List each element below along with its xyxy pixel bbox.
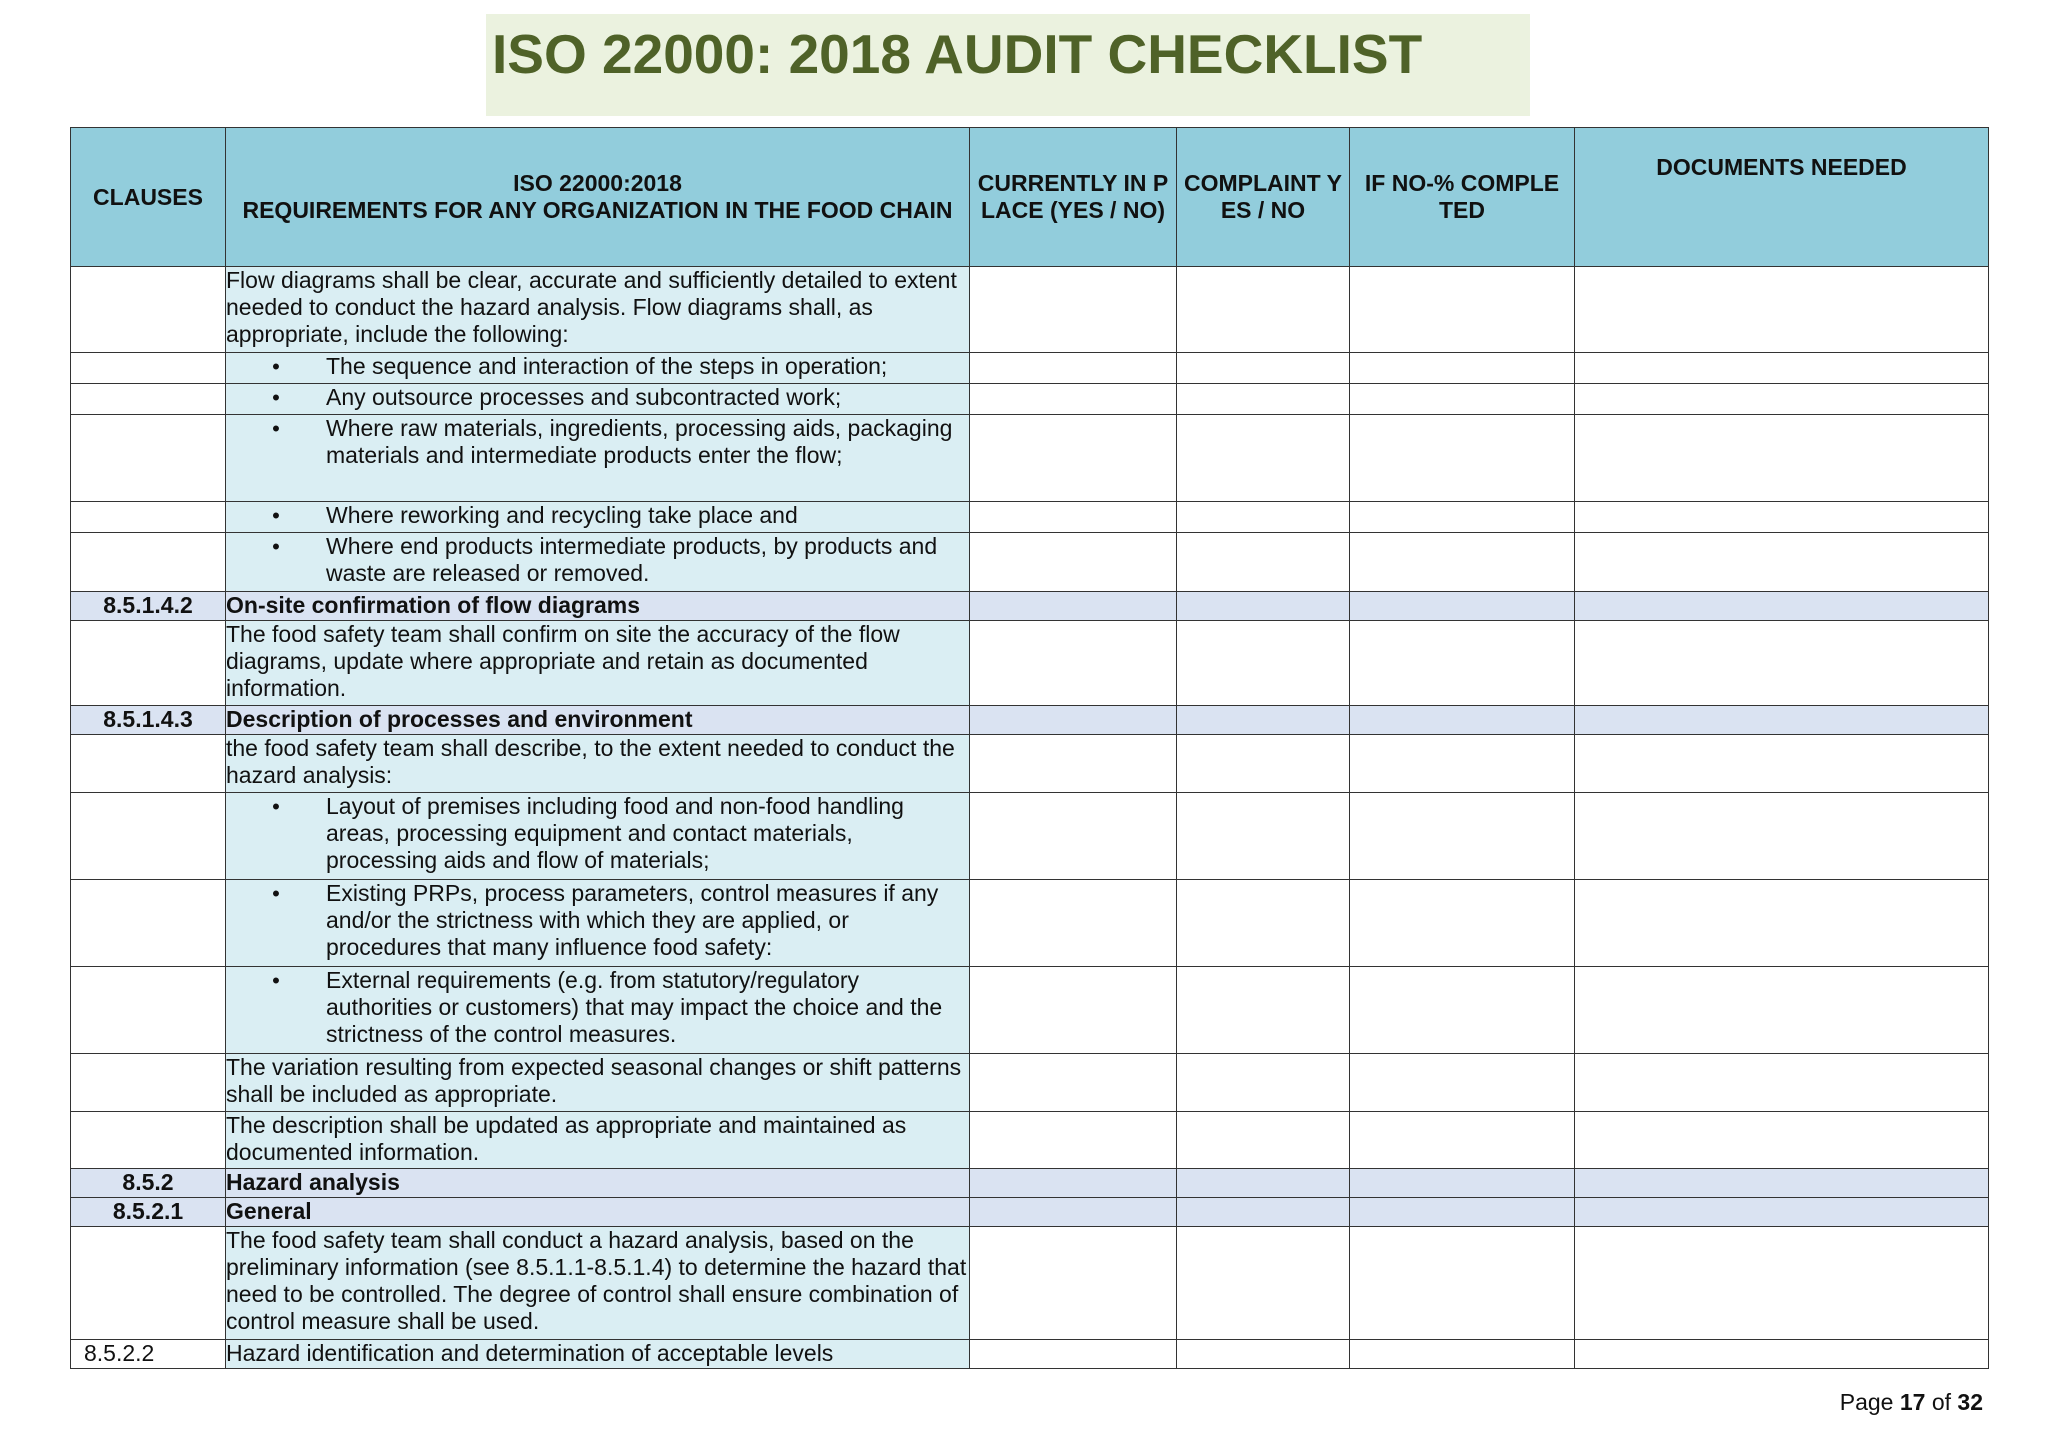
table-header-row [71,128,1989,267]
header-requirements [226,128,970,267]
percent-completed-cell[interactable] [1350,1227,1575,1340]
percent-completed-cell[interactable] [1350,793,1575,880]
currently-in-place-cell[interactable] [970,1340,1177,1369]
clause-cell: 8.5.1.4.2 [71,592,226,621]
clause-cell [71,415,226,502]
currently-in-place-cell[interactable] [970,502,1177,533]
compliant-cell[interactable] [1177,706,1350,735]
compliant-cell[interactable] [1177,502,1350,533]
percent-completed-cell[interactable] [1350,267,1575,353]
section-title-cell: Description of processes and environment [226,706,970,735]
compliant-cell[interactable] [1177,415,1350,502]
clause-cell: 8.5.2.2 [71,1340,226,1369]
page-number-total: 32 [1957,1389,1983,1415]
table-row [71,415,1989,502]
clause-cell [71,967,226,1054]
section-title-cell: On-site confirmation of flow diagrams [226,592,970,621]
table-row [71,1227,1989,1340]
compliant-cell[interactable] [1177,384,1350,415]
section-row [71,1198,1989,1227]
percent-completed-cell[interactable] [1350,880,1575,967]
documents-needed-cell[interactable] [1575,267,1989,353]
requirement-cell [226,415,970,502]
percent-completed-cell[interactable] [1350,735,1575,793]
compliant-cell[interactable] [1177,1169,1350,1198]
header-currently-in-place: CURRENTLY IN PLACE (YES / NO) [970,128,1177,267]
currently-in-place-cell[interactable] [970,1227,1177,1340]
currently-in-place-cell[interactable] [970,415,1177,502]
section-row [71,1169,1989,1198]
currently-in-place-cell[interactable] [970,533,1177,592]
documents-needed-cell[interactable] [1575,1169,1989,1198]
requirement-cell: The food safety team shall confirm on site the accuracy of the flow diagrams, update where appropriate and retain as documented information. [226,621,970,706]
bullet-icon: • [272,503,280,528]
documents-needed-cell[interactable] [1575,880,1989,967]
requirement-cell: the food safety team shall describe, to the extent needed to conduct the hazard analysis: [226,735,970,793]
requirement-cell [226,967,970,1054]
currently-in-place-cell[interactable] [970,267,1177,353]
clause-cell: 8.5.2 [71,1169,226,1198]
currently-in-place-cell[interactable] [970,706,1177,735]
documents-needed-cell[interactable] [1575,621,1989,706]
page-number [1840,1389,1983,1416]
percent-completed-cell[interactable] [1350,1340,1575,1369]
documents-needed-cell[interactable] [1575,1340,1989,1369]
documents-needed-cell[interactable] [1575,502,1989,533]
clause-cell: 8.5.2.1 [71,1198,226,1227]
currently-in-place-cell[interactable] [970,1112,1177,1169]
clause-cell [71,267,226,353]
compliant-cell[interactable] [1177,1198,1350,1227]
currently-in-place-cell[interactable] [970,384,1177,415]
page-title: ISO 22000: 2018 AUDIT CHECKLIST [492,23,1423,85]
documents-needed-cell[interactable] [1575,967,1989,1054]
compliant-cell[interactable] [1177,793,1350,880]
documents-needed-cell[interactable] [1575,793,1989,880]
table-row [71,267,1989,353]
currently-in-place-cell[interactable] [970,793,1177,880]
requirement-cell: The description shall be updated as appropriate and maintained as documented information. [226,1112,970,1169]
bullet-icon: • [272,794,280,819]
requirement-cell [226,384,970,415]
header-documents-needed: DOCUMENTS NEEDED [1575,128,1989,267]
compliant-cell[interactable] [1177,353,1350,384]
compliant-cell[interactable] [1177,1340,1350,1369]
documents-needed-cell[interactable] [1575,592,1989,621]
compliant-cell[interactable] [1177,267,1350,353]
requirement-text: Any outsource processes and subcontracted work; [326,384,842,410]
header-compliant: COMPLAINT YES / NO [1177,128,1350,267]
clause-cell [71,1227,226,1340]
documents-needed-cell[interactable] [1575,735,1989,793]
bullet-icon: • [272,416,280,441]
table-row [71,621,1989,706]
table-row [71,1340,1989,1369]
requirement-cell [226,502,970,533]
percent-completed-cell[interactable] [1350,1198,1575,1227]
requirement-cell: Flow diagrams shall be clear, accurate and sufficiently detailed to extent needed to conduct the hazard analysis. Flow diagrams shall, as appropriate, include the following: [226,267,970,353]
requirement-text: Where end products intermediate products, by products and waste are released or removed. [326,533,938,586]
requirement-cell [226,533,970,592]
requirement-text: Layout of premises including food and non-food handling areas, processing equipment and contact materials, processing aids and flow of materials; [326,793,904,873]
percent-completed-cell[interactable] [1350,621,1575,706]
table-row [71,384,1989,415]
documents-needed-cell[interactable] [1575,1054,1989,1112]
currently-in-place-cell[interactable] [970,967,1177,1054]
currently-in-place-cell[interactable] [970,592,1177,621]
requirement-cell: The food safety team shall conduct a hazard analysis, based on the preliminary information (see 8.5.1.1-8.5.1.4) to determine the hazard that need to be controlled. The degree of control shall ensure combination of control measure shall be used. [226,1227,970,1340]
currently-in-place-cell[interactable] [970,1198,1177,1227]
documents-needed-cell[interactable] [1575,1112,1989,1169]
section-title-cell: General [226,1198,970,1227]
compliant-cell[interactable] [1177,533,1350,592]
table-row [71,1112,1989,1169]
header-requirements-line2: REQUIREMENTS FOR ANY ORGANIZATION IN THE FOOD CHAIN [242,197,953,223]
table-row [71,793,1989,880]
documents-needed-cell[interactable] [1575,533,1989,592]
title-banner [486,14,1530,116]
table-row [71,880,1989,967]
compliant-cell[interactable] [1177,1112,1350,1169]
table-row [71,735,1989,793]
currently-in-place-cell[interactable] [970,353,1177,384]
requirement-text: Where reworking and recycling take place and [326,502,798,528]
currently-in-place-cell[interactable] [970,1169,1177,1198]
header-clauses: CLAUSES [71,128,226,267]
header-requirements-line1: ISO 22000:2018 [513,170,682,196]
requirement-text: Existing PRPs, process parameters, control measures if any and/or the strictness with which they are applied, or procedures that many influence food safety: [326,880,939,960]
clause-cell [71,621,226,706]
clause-cell [71,533,226,592]
currently-in-place-cell[interactable] [970,880,1177,967]
table-row [71,1054,1989,1112]
table-row [71,533,1989,592]
page-number-prefix: Page [1839,1389,1894,1415]
clause-cell [71,735,226,793]
documents-needed-cell[interactable] [1575,1227,1989,1340]
currently-in-place-cell[interactable] [970,735,1177,793]
bullet-icon: • [272,881,280,906]
clause-cell [71,793,226,880]
percent-completed-cell[interactable] [1350,384,1575,415]
compliant-cell[interactable] [1177,880,1350,967]
percent-completed-cell[interactable] [1350,1169,1575,1198]
percent-completed-cell[interactable] [1350,502,1575,533]
requirement-cell [226,353,970,384]
percent-completed-cell[interactable] [1350,706,1575,735]
clause-cell [71,1112,226,1169]
compliant-cell[interactable] [1177,592,1350,621]
percent-completed-cell[interactable] [1350,415,1575,502]
documents-needed-cell[interactable] [1575,1198,1989,1227]
page-number-current: 17 [1899,1389,1926,1415]
requirement-text: External requirements (e.g. from statutory/regulatory authorities or customers) that may impact the choice and the strictness of the control measures. [326,967,943,1047]
requirement-cell: The variation resulting from expected seasonal changes or shift patterns shall be included as appropriate. [226,1054,970,1112]
percent-completed-cell[interactable] [1350,353,1575,384]
section-title-cell: Hazard analysis [226,1169,970,1198]
compliant-cell[interactable] [1177,1227,1350,1340]
bullet-icon: • [272,968,280,993]
percent-completed-cell[interactable] [1350,533,1575,592]
requirement-text: Where raw materials, ingredients, processing aids, packaging materials and intermediate products enter the flow; [326,415,953,468]
requirement-cell [226,793,970,880]
clause-cell: 8.5.1.4.3 [71,706,226,735]
table-row [71,967,1989,1054]
compliant-cell[interactable] [1177,1054,1350,1112]
requirement-cell: Hazard identification and determination of acceptable levels [226,1340,970,1369]
header-if-no-completed: IF NO-% COMPLETED [1350,128,1575,267]
bullet-icon: • [272,354,280,379]
section-row [71,592,1989,621]
currently-in-place-cell[interactable] [970,1054,1177,1112]
clause-cell [71,502,226,533]
clause-cell [71,353,226,384]
percent-completed-cell[interactable] [1350,967,1575,1054]
requirement-text: The sequence and interaction of the steps in operation; [326,353,888,379]
percent-completed-cell[interactable] [1350,592,1575,621]
section-row [71,706,1989,735]
table-row [71,502,1989,533]
clause-cell [71,880,226,967]
percent-completed-cell[interactable] [1350,1054,1575,1112]
requirement-cell [226,880,970,967]
audit-checklist-table [70,127,1989,1369]
documents-needed-cell[interactable] [1575,384,1989,415]
documents-needed-cell[interactable] [1575,415,1989,502]
bullet-icon: • [272,385,280,410]
documents-needed-cell[interactable] [1575,706,1989,735]
clause-cell [71,384,226,415]
bullet-icon: • [272,534,280,559]
percent-completed-cell[interactable] [1350,1112,1575,1169]
documents-needed-cell[interactable] [1575,353,1989,384]
currently-in-place-cell[interactable] [970,621,1177,706]
page-number-of: of [1931,1389,1952,1415]
compliant-cell[interactable] [1177,621,1350,706]
clause-cell [71,1054,226,1112]
compliant-cell[interactable] [1177,735,1350,793]
table-row [71,353,1989,384]
compliant-cell[interactable] [1177,967,1350,1054]
